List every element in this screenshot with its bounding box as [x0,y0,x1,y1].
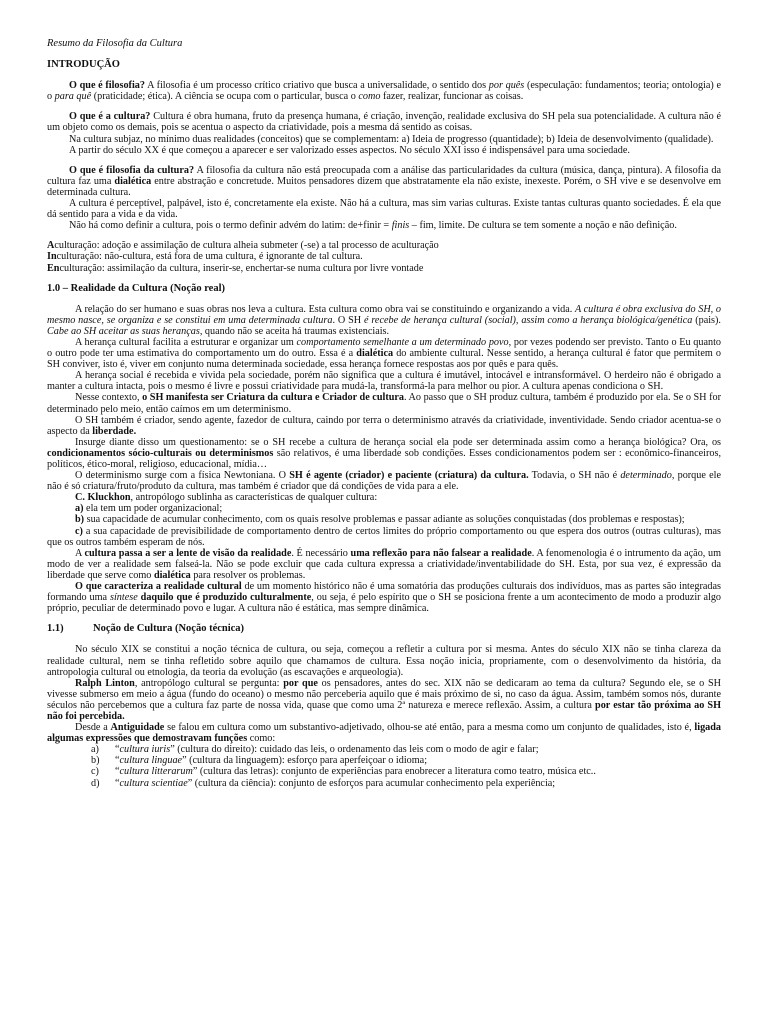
italic-text: finis [391,220,410,232]
paragraph-creator [47,415,721,437]
italic-text: como [358,91,381,103]
text-run: Insurge diante disso um questionamento: se o SH recebe a cultura de herança social ela pode ser determinada assim como a herança biológica? Ora, os [75,436,721,448]
bold-text: liberdade. [92,425,137,437]
list-marker: a) [91,744,99,756]
bold-text: por estar tão próxima ao SH não foi percebida. [47,699,721,722]
text-run: culturação: assimilação da cultura, inserir-se, enchertar-se numa cultura por livre vontade [59,262,424,274]
bold-text: O que é filosofia da cultura? [69,164,195,176]
text-run: ” (cultura do direito): cuidado das leis, o ordenamento das leis com o modo de agir e falar; [170,744,539,756]
bold-text: In [47,251,57,263]
text-run: (especulação: fundamentos; teoria; ontologia) e o [47,80,721,103]
text-run: culturação: não-cultura, está fora de uma cultura, é ignorante de tal cultura. [56,251,363,263]
paragraph-nineteenth-century [47,644,721,677]
bold-text: O que é a cultura? [69,111,151,123]
italic-text: A cultura é obra exclusiva do SH, o mesmo nasce, se organiza e se constitui em uma determinada cultura [47,303,721,326]
text-run: . É necessário [291,547,351,559]
paragraph-culture-perceptible: A cultura é perceptível, palpável, isto é, concretamente ela existe. Não há a cultura, mas sim varias culturas. Existe tantas culturas quanto sociedades. É ela que dá sentido para a vida e da vida. [47,198,721,221]
text-run: ela tem um poder organizacional; [83,503,223,515]
text-run: O SH também é criador, sendo agente, fazedor de cultura, caindo por terra o determinismo através da criatividade, inventividade. Sendo criador acentua-se o aspecto da [47,414,721,437]
text-run: se falou em cultura como um substantivo-adjetivado, olhou-se até então, para a mesma como um conjunto de qualidades, isto é, [164,722,695,734]
italic-text: cultura iuris [119,744,171,756]
bold-text: a) [75,503,84,515]
italic-text: síntese [110,592,138,604]
text-run: (praticidade; ética). A ciência se ocupa com o particular, busca o [91,91,359,103]
definition-inculturacao [47,251,721,262]
italic-text: Cabe ao SH aceitar as suas heranças [47,325,200,337]
list-marker: b) [91,755,100,767]
text-run: ” (cultura da ciência): conjunto de esforços para acumular conhecimento pela experiência; [187,777,556,789]
paragraph-philosophy-of-culture [47,165,721,198]
text-run: para resolver os problemas. [190,569,306,581]
text-run: culturação: adoção e assimilação de cultura alheia submeter (-se) a tal processo de aculturação [54,240,439,252]
bold-text: C. Kluckhon [75,492,131,504]
bold-text: A [47,240,55,252]
bold-text: uma reflexão para não falsear a realidade [350,547,532,559]
text-run: entre abstração e concretude. Muitos pensadores dizem que abstratamente ela não existe, inexeste. Porém, o SH vive e se desenvolve em determinada cultura. [47,175,721,198]
text-run: . O SH [332,314,364,326]
paragraph-social-heritage [47,370,721,392]
bold-text: c) [75,525,83,537]
text-run: Desde a [75,722,111,734]
paragraph-cultural-heritage [47,337,721,370]
text-run: A relação do ser humano e suas obras nos leva a cultura. Esta cultura como obra vai se constituindo e organizando a vida. [75,303,575,315]
paragraph-lens [47,548,721,581]
text-run: A herança cultural facilita a estruturar e organizar um [75,336,297,348]
section-heading-1-0: 1.0 – Realidade da Cultura (Noção real) [47,282,226,294]
bold-text: dialética [114,175,152,187]
text-run: são relativos, é uma liberdade sob condições. Esses condicionamentos podem ser : econômico-financeiros, políticos, ético-moral, religioso, educacional, mídia… [47,447,721,470]
text-run: , antropólogo sublinha as características de qualquer cultura: [130,492,378,504]
list-item-cultura-litterarum [47,766,721,777]
italic-text: comportamento semelhante a um determinado povo [296,336,509,348]
text-run: . Ao passo que o SH produz cultura, também é produzido por ela. Se o SH for determinado pelo meio, então caímos em um determinismo. [47,392,721,415]
list-text [115,766,721,777]
document-body [47,38,721,789]
bold-text: ligada algumas expressões que demostravam funções [47,722,722,745]
text-run: A filosofia é um processo crítico criativo que busca a universalidade, o sentido dos [144,80,489,92]
text-run: sua capacidade de acumular conhecimento, com os quais resolve problemas e passar adiante as soluções conquistadas (dos problemas e respostas); [84,514,685,526]
section-heading-1-1 [47,623,721,634]
list-item-c [47,526,721,548]
bold-text: O que é filosofia? [69,80,145,92]
text-run: fazer, realizar, funcionar as coisas. [380,91,524,103]
text-run: , quando não se aceita há traumas existenciais. [199,325,390,337]
text-run: ” (cultura das letras): conjunto de experiências para enobrecer a literatura como teatro, música etc.. [192,766,596,778]
italic-text: para quê [54,91,92,103]
paragraph-context [47,392,721,414]
paragraph-twentieth-century: A partir do século XX é que começou a aparecer e ser valorizado esses aspectos. No século XXI isso é indispensável para uma sociedade. [69,144,630,156]
definition-aculturacao [47,240,721,251]
list-text [115,755,721,766]
list-marker: c) [91,766,99,778]
paragraph-antiquity [47,722,721,744]
bold-text: SH é agente (criador) e paciente (criatura) da cultura. [289,470,529,482]
text-run: (pais). [692,314,721,326]
italic-text: cultura litterarum [119,766,193,778]
text-run: ” (cultura da linguagem): esforço para aperfeiçoar o idioma; [182,755,428,767]
text-run: os pensadores, antes do sec. XIX não se dedicaram ao tema da cultura? Segundo ele, se o SH vivesse submerso em meio a água (fundo do oceano) o mesmo não perceberia aquilo que é mais próximo de si, no caso da água. Assim, também somos nós, durante séculos não percebemos que a cultura faz parte de nossa vida, quase que como uma 2ª natureza e merece reflexão. Assim, a cultura [47,677,722,711]
text-run: , ou seja, é pelo espírito que o SH se posiciona frente a um acontecimento de modo a produzir algo próprio, peculiar de determinado povo e lugar. A cultura não é estática, mas sempre dinâmica. [47,592,722,615]
text-run: A [75,547,85,559]
list-item-cultura-linguae [47,755,721,766]
text-run: como: [247,733,276,745]
bold-text: dialética [153,569,191,581]
paragraph-characterizes [47,581,721,614]
text-run: Não há como definir a cultura, pois o termo definir advém do latim: de+finir = [69,220,392,232]
italic-text: é recebe de herança cultural (social), assim como a herança biológica/genética [363,314,693,326]
text-run: “ [115,777,120,789]
text-run: Todavia, o SH não é [528,470,621,482]
list-item-cultura-scientiae [47,778,721,789]
section-number: 1.1) [47,623,64,635]
text-run: “ [115,755,120,767]
list-text [115,744,721,755]
bold-text: condicionamentos sócio-culturais ou determinismos [47,447,274,459]
text-run: a sua capacidade de previsibilidade de comportamento dentro de certos limites do próprio comportamento ou que espera dos outros (outras culturas), mas que os outros também esperam de nós. [47,525,721,548]
section-title: Noção de Cultura (Noção técnica) [93,623,245,635]
list-item-a [47,503,721,514]
section-heading-intro: INTRODUÇÃO [47,59,120,71]
bold-text: daquilo que é produzido culturalmente [140,592,312,604]
text-run: “ [115,766,120,778]
text-run: “ [115,744,120,756]
bold-text: o SH manifesta ser Criatura da cultura e Criador de cultura [142,392,404,404]
italic-text: determinado [620,470,672,482]
list-marker: d) [91,777,100,789]
text-run: – fim, limite. De cultura se tem somente a noção e não definição. [409,220,677,232]
bold-text: por que [283,677,318,689]
text-run: No século XIX se constitui a noção técnica de cultura, ou seja, começou a refletir a cultura por si mesma. Antes do século XIX não se tinha clareza da realidade cultural, nem se tinha refletido sobre aquilo que chamamos de cultura. Essa noção inicia, propriamente, com o desenvolvimento da história, da antropologia cultural ou etnologia, da teoria da evolução (as escavações e arqueologia). [47,644,721,678]
bold-text: Ralph Linton [75,677,135,689]
text-run: Cultura é obra humana, fruto da presença humana, é criação, invenção, realidade exclusiva do SH pela sua potencialidade. A cultura não é um objeto como os demais, pois se acentua o aspecto da criatividade, pois a mesma dá sentido as coisas. [47,111,721,134]
paragraph-kluckhon [47,492,721,503]
paragraph-definition [47,220,721,231]
text-run: de um momento histórico não é uma somatória das produções culturais dos indivíduos, mas as partes são integradas formando uma [47,581,721,604]
text-run: . A fenomenologia é o intrumento da ação, um modo de ver a realidade sem falseá-la. Não se pode excluir que cada cultura expressa a criatividade/inventabilidade do SH. Esta, por sua vez, é expressão da liberdade que serve como [47,547,722,581]
text-run: , antropólogo cultural se pergunta: [134,677,284,689]
bold-text: Antiguidade [110,722,165,734]
paragraph-progress-development: Na cultura subjaz, no mínimo duas realidades (conceitos) que se complementam: a) Ideia de progresso (quantidade); b) Ideia de desenvolvimento (qualidade). [69,133,714,145]
bold-text: O que caracteriza a realidade cultural [75,581,242,593]
paragraph-determinism [47,470,721,492]
list-item-b [47,514,721,525]
paragraph-what-is-philosophy [47,80,721,102]
definition-enculturacao [47,263,721,274]
italic-text: cultura linguae [119,755,183,767]
bold-text: b) [75,514,85,526]
paragraph-ralph-linton [47,678,721,722]
italic-text: cultura scientiae [119,777,188,789]
text-run: , porque ele não é só criatura/fruto/produto da cultura, mas também é criador que dá condições de vida para a ele. [47,470,721,493]
list-item-cultura-iuris [47,744,721,755]
document-title: Resumo da Filosofia da Cultura [47,38,183,49]
bold-text: cultura passa a ser a lente de visão da realidade [84,547,292,559]
paragraph-relation [47,304,721,337]
paragraph-what-is-culture [47,111,721,133]
text-run: Nesse contexto, [75,392,143,404]
text-run: A filosofia da cultura não está preocupada com a análise das particularidades da cultura (música, dança, pintura). A filosofia da cultura faz uma [47,164,721,187]
list-text [115,778,721,789]
text-run: O determinismo surge com a física Newtoniana. O [75,470,290,482]
bold-text: dialética [356,348,394,360]
text-run: , por vezes podendo ser previsto. Tanto o Eu quanto o outro pode ter uma estimativa do comportamento um do outro. Essa é a [47,336,721,360]
text-run: A herança social é recebida e vivida pela sociedade, porém não significa que a cultura é imutável, intocável e intransformável. O herdeiro não é obrigado a manter a cultura intacta, pois o mesmo é livre e possui criatividade para mudá-la, transformá-la para melhor ou pior. A cultura apenas condiciona o SH. [47,370,721,393]
bold-text: En [47,262,60,274]
italic-text: por quês [488,80,525,92]
paragraph-question [47,437,721,470]
text-run: do ambiente cultural. Nesse sentido, a herança cultural é fator que permitem o SH conviver, isto é, viver em conjunto numa determinada sociedade, essa herança fornece respostas aos por quês e para quês. [47,348,721,371]
